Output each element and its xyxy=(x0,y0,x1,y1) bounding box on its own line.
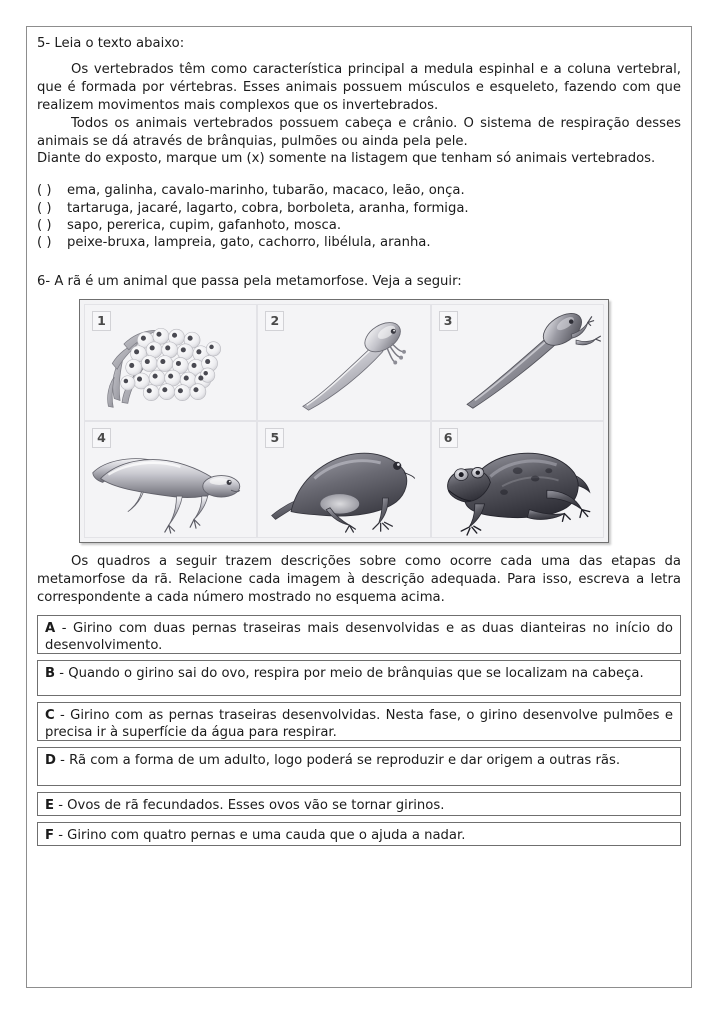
description-letter-e: E xyxy=(45,797,55,813)
figure-cell-1 xyxy=(84,304,257,421)
alternative-text-1: ema, galinha, cavalo-marinho, tubarão, macaco, leão, onça. xyxy=(67,183,465,199)
alternative-text-3: sapo, pererica, cupim, gafanhoto, mosca. xyxy=(67,217,342,233)
description-text-d: Rã com a forma de um adulto, logo poderá se reproduzir e dar origem a outras rãs. xyxy=(69,752,621,768)
description-letter-b: B xyxy=(45,665,56,681)
figure-cell-number-2: 2 xyxy=(265,311,284,331)
question-6-instructions: Os quadros a seguir trazem descrições sobre como ocorre cada uma das etapas da metamorfose da rã. Relacione cada imagem à descrição adequada. Para isso, escreva a letra correspondente a cada número mostrado no esquema acima. xyxy=(37,553,681,605)
description-letter-c: C xyxy=(45,707,55,723)
description-separator-f: - xyxy=(54,827,68,843)
figure-grid xyxy=(84,304,604,538)
description-text-c: Girino com as pernas traseiras desenvolvidas. Nesta fase, o girino desenvolve pulmões e precisa ir à superfície da água para respirar. xyxy=(45,707,673,740)
alternative-option-4[interactable] xyxy=(37,234,681,251)
description-box-d[interactable] xyxy=(37,747,681,786)
figure-cell-number-1: 1 xyxy=(92,311,111,331)
question-6-prompt: 6- A rã é um animal que passa pela metamorfose. Veja a seguir: xyxy=(37,274,462,290)
description-letter-d: D xyxy=(45,752,56,768)
alternative-option-1[interactable] xyxy=(37,182,681,199)
checkbox-paren-4[interactable]: ( ) xyxy=(37,234,52,250)
question-6-block xyxy=(37,273,681,846)
description-boxes xyxy=(37,615,681,846)
description-separator-b: - xyxy=(55,665,69,681)
figure-cell-5 xyxy=(257,421,430,538)
question-5-block xyxy=(37,35,681,251)
figure-cell-number-3: 3 xyxy=(439,311,458,331)
description-box-b[interactable] xyxy=(37,660,681,696)
spacer xyxy=(37,251,681,273)
description-box-a[interactable] xyxy=(37,615,681,654)
figure-cell-4 xyxy=(84,421,257,538)
description-box-f[interactable] xyxy=(37,822,681,846)
figure-cell-number-4: 4 xyxy=(92,428,111,448)
checkbox-paren-1[interactable]: ( ) xyxy=(37,183,52,199)
figure-cell-6 xyxy=(431,421,604,538)
question-5-alternatives xyxy=(37,182,681,251)
description-letter-a: A xyxy=(45,620,56,636)
question-5-paragraph-1: Os vertebrados têm como característica principal a medula espinhal e a coluna vertebral, que é formada por vértebras. Esses animais possuem músculos e esqueleto, fazendo com que realizem movimentos mais complexos que os invertebrados. xyxy=(37,61,681,113)
description-box-e[interactable] xyxy=(37,792,681,816)
metamorphosis-figure xyxy=(37,299,681,543)
description-separator-c: - xyxy=(54,707,71,723)
alternative-option-2[interactable] xyxy=(37,200,681,217)
worksheet-page xyxy=(26,26,692,988)
description-text-a: Girino com duas pernas traseiras mais desenvolvidas e as duas dianteiras no início do desenvolvimento. xyxy=(45,620,673,653)
question-5-prompt: 5- Leia o texto abaixo: xyxy=(37,36,185,51)
figure-cell-number-6: 6 xyxy=(439,428,458,448)
figure-cell-2 xyxy=(257,304,430,421)
checkbox-paren-3[interactable]: ( ) xyxy=(37,217,52,233)
question-5-instruction: Diante do exposto, marque um (x) somente na listagem que tenham só animais vertebrados. xyxy=(37,151,656,167)
description-separator-e: - xyxy=(54,797,68,813)
description-box-c[interactable] xyxy=(37,702,681,741)
description-text-f: Girino com quatro pernas e uma cauda que o ajuda a nadar. xyxy=(67,827,466,843)
checkbox-paren-2[interactable]: ( ) xyxy=(37,200,52,216)
description-separator-d: - xyxy=(55,752,70,768)
alternative-text-4: peixe-bruxa, lampreia, gato, cachorro, libélula, aranha. xyxy=(67,234,431,250)
figure-cell-number-5: 5 xyxy=(265,428,284,448)
figure-frame xyxy=(79,299,609,543)
figure-cell-3 xyxy=(431,304,604,421)
description-letter-f: F xyxy=(45,827,55,843)
question-5-paragraph-2: Todos os animais vertebrados possuem cabeça e crânio. O sistema de respiração desses animais se dá através de brânquias, pulmões ou ainda pela pele. xyxy=(37,115,681,149)
description-text-b: Quando o girino sai do ovo, respira por meio de brânquias que se localizam na cabeça. xyxy=(68,665,644,681)
alternative-option-3[interactable] xyxy=(37,217,681,234)
description-text-e: Ovos de rã fecundados. Esses ovos vão se tornar girinos. xyxy=(67,797,445,813)
description-separator-a: - xyxy=(55,620,73,636)
alternative-text-2: tartaruga, jacaré, lagarto, cobra, borboleta, aranha, formiga. xyxy=(67,200,469,216)
